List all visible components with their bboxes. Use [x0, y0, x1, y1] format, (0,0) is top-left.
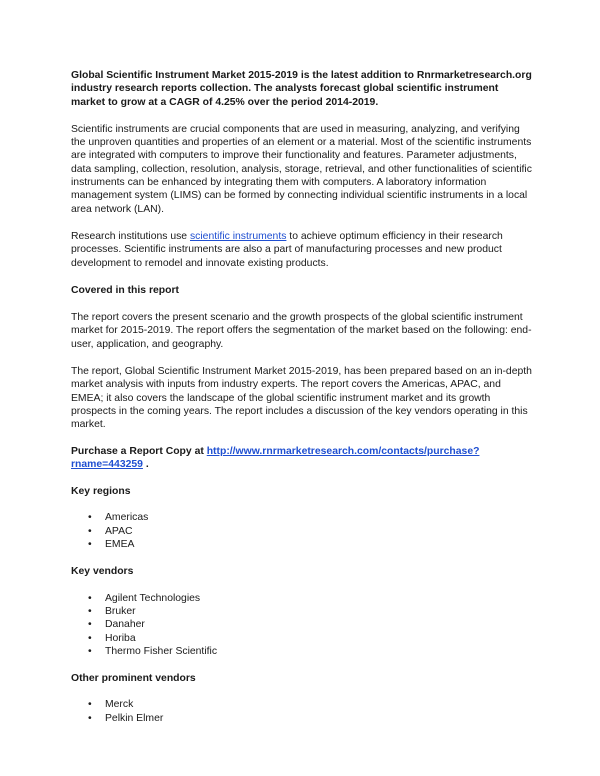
list-item: • Agilent Technologies: [71, 592, 533, 605]
other-vendors-list: [71, 698, 533, 725]
other-vendors-heading: Other prominent vendors: [71, 673, 196, 685]
list-item: • Thermo Fisher Scientific: [71, 645, 533, 658]
list-item: • Merck: [71, 698, 533, 711]
usage-paragraph: [71, 230, 533, 270]
usage-text-before: Research institutions use: [71, 230, 190, 242]
usage-text-after: to achieve optimum efficiency in their research processes. Scientific instruments are also a part of manufacturing processes and new product development to remodel and innovate existing products.: [71, 230, 503, 269]
list-item: • Danaher: [71, 618, 533, 631]
purchase-label: Purchase a Report Copy at: [71, 445, 207, 457]
key-regions-heading: Key regions: [71, 486, 131, 498]
key-vendors-heading: Key vendors: [71, 566, 134, 578]
methodology-paragraph: The report, Global Scientific Instrument Market 2015-2019, has been prepared based on an in-depth market analysis with inputs from industry experts. The report covers the Americas, APAC, and EMEA; it also covers the landscape of the global scientific instrument market and its growth prospects in the coming years. The report includes a discussion of the key vendors operating in this market.: [71, 366, 532, 431]
scientific-instruments-link[interactable]: scientific instruments: [189, 230, 287, 242]
list-item: • Bruker: [71, 605, 533, 618]
list-item: • Pelkin Elmer: [71, 712, 533, 725]
list-item: • EMEA: [71, 538, 533, 551]
covered-heading: Covered in this report: [71, 284, 179, 296]
purchase-suffix: .: [142, 458, 149, 470]
key-regions-list: [71, 511, 533, 551]
description-paragraph: Scientific instruments are crucial components that are used in measuring, analyzing, and verifying the unproven quantities and properties of an element or a material. Most of the scientific instruments are integrated with computers to improve their functionality and features. Parameter adjustments, data sampling, collection, resolution, analysis, storage, retrieval, and other functionalities of scientific instruments can be enhanced by integrating them with computers. A laboratory information management system (LIMS) can be formed by connecting individual scientific instruments in a local area network (LAN).: [71, 123, 532, 215]
purchase-link[interactable]: http://www.rnrmarketresearch.com/contacts/purchase?rname=443259: [71, 445, 480, 470]
intro-paragraph: Global Scientific Instrument Market 2015-2019 is the latest addition to Rnrmarketresearch.org industry research reports collection. The analysts forecast global scientific instrument market to grow at a CAGR of 4.25% over the period 2014-2019.: [71, 70, 532, 108]
document-body: [71, 69, 533, 725]
key-vendors-list: [71, 592, 533, 658]
scope-paragraph: The report covers the present scenario and the growth prospects of the global scientific instrument market for 2015-2019. The report offers the segmentation of the market based on the following: end-user, application, and geography.: [71, 312, 532, 350]
purchase-line: [71, 445, 533, 472]
list-item: • Horiba: [71, 632, 533, 645]
list-item: • APAC: [71, 525, 533, 538]
list-item: • Americas: [71, 511, 533, 524]
